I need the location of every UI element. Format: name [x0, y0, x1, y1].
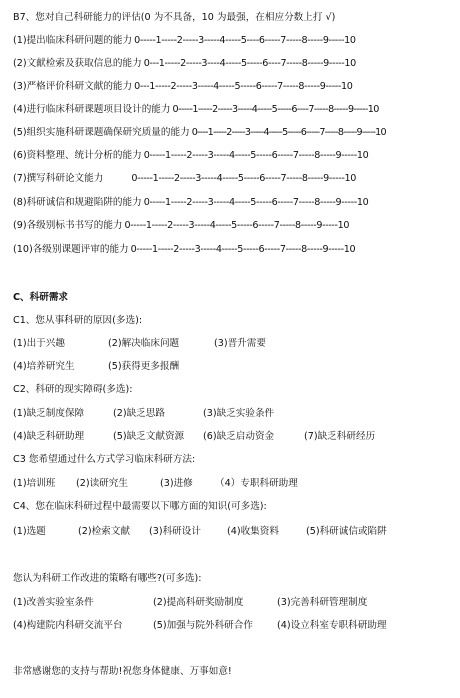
- c3-option-4[interactable]: （4）专职科研助理: [215, 478, 298, 489]
- c2-option-5[interactable]: (5)缺乏文献资源: [113, 431, 185, 442]
- c1-option-1[interactable]: (1)出于兴趣: [13, 338, 65, 349]
- question-strategy: 您认为科研工作改进的策略有哪些?(可多选):: [13, 573, 202, 584]
- strategy-option-1[interactable]: (1)改善实验室条件: [13, 597, 94, 608]
- rating-scale[interactable]: 0---1-----2-----3-----4-----5-----6-----7-----8-----9-----10: [134, 81, 353, 92]
- rating-item-label: (2)文献检索及获取信息的能力: [13, 58, 142, 69]
- rating-item-label: (8)科研诚信和规避陷阱的能力: [13, 197, 142, 208]
- rating-item-label: (6)资料整理、统计分析的能力: [13, 150, 142, 161]
- closing-thanks: 非常感谢您的支持与帮助!祝您身体健康、万事如意!: [13, 666, 232, 677]
- question-c3: C3 您希望通过什么方式学习临床科研方法:: [13, 454, 196, 465]
- rating-scale[interactable]: 0---1-----2-----3----4-----5-----6----7-----8-----9-----10: [143, 58, 356, 69]
- rating-item-label: (1)提出临床科研问题的能力: [13, 35, 133, 46]
- c2-option-3[interactable]: (3)缺乏实验条件: [203, 408, 275, 419]
- c2-option-1[interactable]: (1)缺乏制度保障: [13, 408, 85, 419]
- rating-item-3: [13, 80, 353, 93]
- rating-item-5: [13, 126, 386, 139]
- c2-option-6[interactable]: (6)缺乏启动资金: [203, 431, 275, 442]
- rating-item-label: (10)各级别课题评审的能力: [13, 244, 129, 255]
- question-c2: C2、科研的现实障碍(多选):: [13, 384, 133, 395]
- rating-item-9: [13, 219, 349, 232]
- rating-scale[interactable]: 0-----1-----2-----3-----4-----5-----6-----7-----8-----9-----10: [143, 150, 369, 161]
- rating-item-10: [13, 243, 355, 256]
- rating-item-label: (7)撰写科研论文能力: [13, 173, 104, 184]
- c4-option-1[interactable]: (1)选题: [13, 526, 46, 537]
- c1-option-4[interactable]: (4)培养研究生: [13, 361, 75, 372]
- c4-option-3[interactable]: (3)科研设计: [149, 526, 201, 537]
- c1-option-3[interactable]: (3)晋升需要: [214, 338, 266, 349]
- rating-scale[interactable]: 0----1-----2-----3-----4-----5-----6-----7-----8-----9-----10: [191, 127, 386, 138]
- rating-item-label: (5)组织实施科研课题确保研究质量的能力: [13, 127, 190, 138]
- c1-option-2[interactable]: (2)解决临床问题: [108, 338, 180, 349]
- rating-item-8: [13, 196, 368, 209]
- rating-item-label: (4)进行临床科研课题项目设计的能力: [13, 104, 171, 115]
- rating-scale[interactable]: 0-----1-----2-----3-----4-----5-----6-----7-----8-----9-----10: [124, 220, 350, 231]
- c4-option-4[interactable]: (4)收集资料: [227, 526, 279, 537]
- section-c-title: C、科研需求: [13, 292, 69, 303]
- rating-item-4: [13, 103, 379, 116]
- c2-option-4[interactable]: (4)缺乏科研助理: [13, 431, 85, 442]
- rating-scale[interactable]: 0-----1-----2-----3-----4-----5-----6----7-----8-----9-----10: [172, 104, 379, 115]
- rating-item-1: [13, 34, 356, 47]
- c2-option-7[interactable]: (7)缺乏科研经历: [304, 431, 376, 442]
- rating-scale[interactable]: 0-----1-----2-----3-----4-----5----6-----7-----8-----9-----10: [134, 35, 356, 46]
- rating-item-7: [13, 172, 356, 185]
- rating-scale[interactable]: 0-----1-----2-----3-----4-----5-----6-----7-----8-----9-----10: [130, 244, 356, 255]
- rating-scale[interactable]: 0-----1-----2-----3-----4-----5-----6-----7-----8-----9-----10: [131, 173, 356, 184]
- rating-item-label: (3)严格评价科研文献的能力: [13, 81, 133, 92]
- question-b7-title: B7、您对自己科研能力的评估(0 为不具备，10 为最强，在相应分数上打 √): [13, 12, 336, 23]
- c4-option-2[interactable]: (2)检索文献: [78, 526, 130, 537]
- c3-option-2[interactable]: (2)读研究生: [76, 478, 128, 489]
- question-c4: C4、您在临床科研过程中最需要以下哪方面的知识(可多选):: [13, 501, 267, 512]
- strategy-option-6[interactable]: (4)设立科室专职科研助理: [277, 620, 387, 631]
- c4-option-5[interactable]: (5)科研诚信或陷阱: [306, 526, 387, 537]
- rating-item-6: [13, 149, 368, 162]
- strategy-option-3[interactable]: (3)完善科研管理制度: [277, 597, 368, 608]
- c3-option-3[interactable]: (3)进修: [160, 478, 193, 489]
- question-c1: C1、您从事科研的原因(多选):: [13, 315, 143, 326]
- rating-scale[interactable]: 0-----1-----2-----3-----4-----5-----6-----7-----8-----9-----10: [143, 197, 369, 208]
- c1-option-5[interactable]: (5)获得更多报酬: [108, 361, 180, 372]
- c3-option-1[interactable]: (1)培训班: [13, 478, 56, 489]
- strategy-option-4[interactable]: (4)构建院内科研交流平台: [13, 620, 123, 631]
- strategy-option-2[interactable]: (2)提高科研奖励制度: [153, 597, 244, 608]
- c2-option-2[interactable]: (2)缺乏思路: [113, 408, 165, 419]
- rating-item-2: [13, 57, 356, 70]
- strategy-option-5[interactable]: (5)加强与院外科研合作: [153, 620, 253, 631]
- rating-item-label: (9)各级别标书书写的能力: [13, 220, 123, 231]
